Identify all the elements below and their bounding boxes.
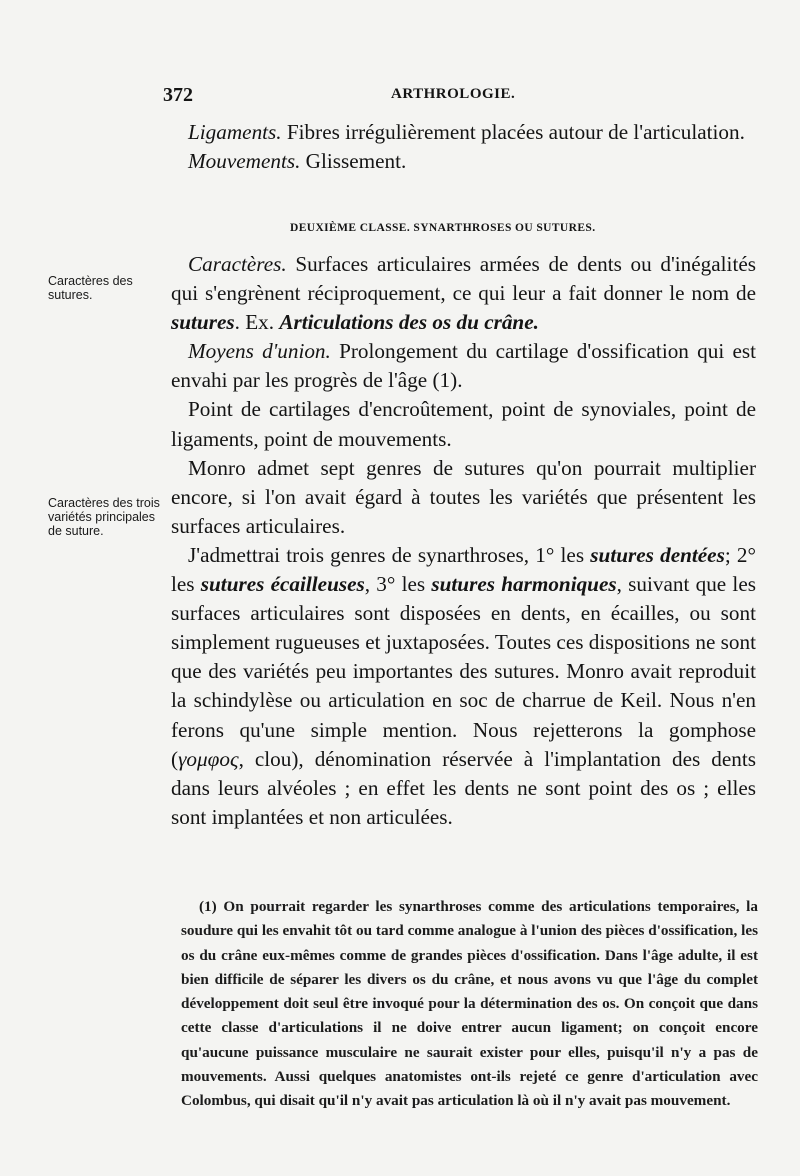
page-number: 372 <box>163 84 193 106</box>
admettrai-paragraph <box>171 541 756 832</box>
admettrai-e: , clou), dénomination réservée à l'implantation des dents dans leurs alvéoles ; en effet les dents ne sont point des os ; elles sont implantées et non articulées. <box>171 746 756 829</box>
mouvements-text: Glissement. <box>300 149 407 174</box>
top-paragraphs <box>171 118 756 176</box>
mouvements-label: Mouvements. <box>188 149 301 174</box>
mouvements-paragraph <box>171 147 756 176</box>
caracteres-text-b: . Ex. <box>234 310 280 335</box>
running-title: ARTHROLOGIE. <box>391 86 516 102</box>
caracteres-paragraph <box>171 250 756 337</box>
caracteres-text-a: Surfaces articulaires armées de dents ou d'inégalités qui s'engrènent réciproquement, ce qui leur a fait donner le nom de <box>171 252 756 306</box>
sutures-ecailleuses: sutures écailleuses <box>200 572 365 597</box>
caracteres-example: Articulations des os du crâne. <box>279 310 539 335</box>
point-paragraph: Point de cartilages d'encroûtement, point de synoviales, point de ligaments, point de mouvements. <box>171 397 756 451</box>
main-body <box>171 250 756 832</box>
page-header <box>163 84 758 108</box>
margin-note-trois-varietes: Caractères des trois variétés principales de suture. <box>48 496 160 538</box>
section-heading: DEUXIÈME CLASSE. SYNARTHROSES OU SUTURES. <box>290 222 596 234</box>
moyens-text: Prolongement du cartilage d'ossification qui est envahi par les progrès de l'âge (1). <box>171 339 756 393</box>
moyens-paragraph <box>171 337 756 395</box>
admettrai-c: , 3° les <box>364 572 432 597</box>
moyens-label: Moyens d'union. <box>188 339 331 364</box>
footnote <box>181 895 758 1114</box>
admettrai-d: , suivant que les surfaces articulaires sont disposées en dents, en écailles, ou sont simplement rugueuses et juxtaposées. Toutes ces dispositions ne sont que des variétés peu importantes des sutures. Monro avait reproduit la schindylèse ou articulation en soc de charrue de Keil. Nous n'en ferons qu'une simple mention. Nous rejetterons la gomphose ( <box>171 572 756 771</box>
ligaments-text: Fibres irrégulièrement placées autour de l'articulation. <box>281 120 745 144</box>
sutures-harmoniques: sutures harmoniques <box>431 572 617 597</box>
ligaments-label: Ligaments. <box>188 120 282 144</box>
monro-paragraph: Monro admet sept genres de sutures qu'on pourrait multiplier encore, si l'on avait égard à toutes les variétés que présentent les surfaces articulaires. <box>171 455 756 538</box>
admettrai-a: J'admettrai trois genres de synarthroses, 1° les <box>188 542 591 567</box>
sutures-dentees: sutures dentées <box>590 542 725 567</box>
ligaments-paragraph <box>171 118 756 147</box>
caracteres-label: Caractères. <box>188 252 287 276</box>
admettrai-b: ; 2° les <box>171 542 756 597</box>
greek-gomphos: γομφος <box>178 746 239 771</box>
footnote-text: (1) On pourrait regarder les synarthroses comme des articulations temporaires, la soudure qui les envahit tôt ou tard comme analogue à l'union des pièces d'ossification, les os du crâne eux-mêmes comme de grandes pièces d'ossification. Dans l'âge adulte, il est bien difficile de séparer les divers os du crâne, et nous avons vu que l'âge du complet développement doit seul être invoqué pour la détermination des os. On conçoit que dans cette classe d'articulations il ne doive entrer aucun ligament; on conçoit encore qu'aucune puissance musculaire ne saurait exister pour elles, puisqu'il n'y a pas de mouvements. Aussi quelques anatomistes ont-ils rejeté ce genre d'articulation avec Colombus, qui disait qu'il n'y avait pas articulation là où il n'y avait pas mouvement. <box>181 898 758 1110</box>
caracteres-sutures: sutures <box>171 310 235 335</box>
margin-note-caracteres-sutures: Caractères des sutures. <box>48 274 133 302</box>
